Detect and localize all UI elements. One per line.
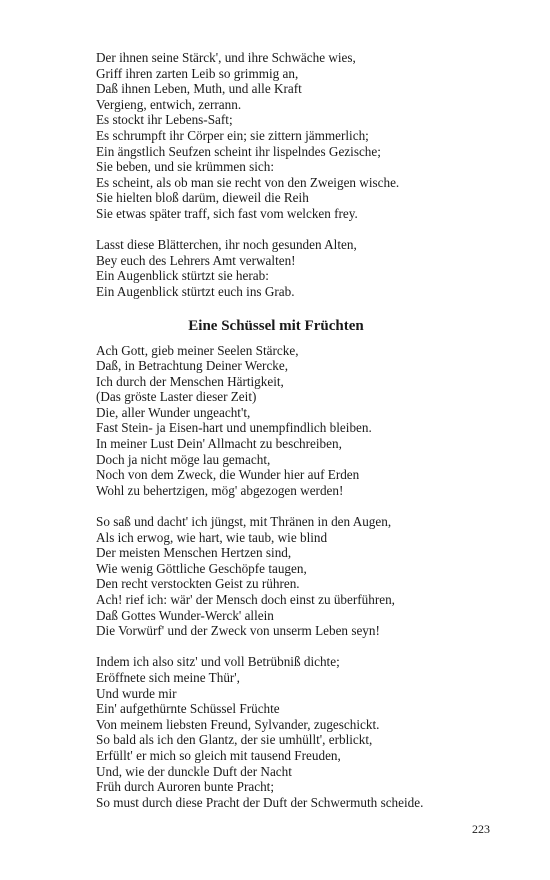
verse-line: Fast Stein- ja Eisen-hart und unempfindlich bleiben.: [96, 420, 372, 436]
verse-line: Von meinem liebsten Freund, Sylvander, zugeschickt.: [96, 716, 380, 732]
verse-line: Ach! rief ich: wär' der Mensch doch einst zu überführen,: [96, 592, 395, 607]
verse-line: Wie wenig Göttliche Geschöpfe taugen,: [96, 560, 307, 576]
poem-stanzas-top: [96, 50, 496, 300]
poem-title: Eine Schüssel mit Früchten: [188, 317, 364, 334]
page-number: 223: [472, 822, 490, 836]
verse-line: Erfüllt' er mich so gleich mit tausend Freuden,: [96, 747, 341, 763]
verse-line: Ein Augenblick stürtzt euch ins Grab.: [96, 283, 295, 299]
verse-line: Und wurde mir: [96, 685, 177, 701]
verse-line: So bald als ich den Glantz, der sie umhüllt', erblickt,: [96, 732, 373, 748]
verse-line: Sie etwas später traff, sich fast vom welcken frey.: [96, 205, 358, 221]
verse-line: Indem ich also sitz' und voll Betrübniß dichte;: [96, 654, 340, 670]
verse-line: Es schrumpft ihr Cörper ein; sie zittern jämmerlich;: [96, 127, 369, 143]
verse-line: So saß und dacht' ich jüngst, mit Thränen in den Augen,: [96, 514, 392, 530]
stanza: [96, 654, 496, 810]
verse-line: Ein Augenblick stürtzt sie herab:: [96, 268, 269, 284]
poem-text: [96, 50, 496, 810]
verse-line: Ich durch der Menschen Härtigkeit,: [96, 373, 284, 389]
verse-line: Lasst diese Blätterchen, ihr noch gesunden Alten,: [96, 237, 357, 253]
verse-line: Ein' aufgethürnte Schüssel Früchte: [96, 701, 280, 717]
verse-line: Noch von dem Zweck, die Wunder hier auf Erden: [96, 467, 360, 483]
verse-line: (Das gröste Laster dieser Zeit): [96, 389, 257, 405]
verse-line: Früh durch Auroren bunte Pracht;: [96, 779, 274, 795]
verse-line: Der meisten Menschen Hertzen sind,: [96, 545, 292, 561]
verse-line: Daß Gottes Wunder-Werck' allein: [96, 607, 274, 623]
stanza: [96, 514, 496, 639]
verse-line: Ein ängstlich Seufzen scheint ihr lispelndes Gezische;: [96, 143, 381, 159]
stanza: [96, 237, 496, 299]
verse-line: So must durch diese Pracht der Duft der Schwermuth scheide.: [96, 794, 424, 810]
poem-stanzas-bottom: [96, 343, 496, 811]
verse-line: In meiner Lust Dein' Allmacht zu beschreiben,: [96, 436, 342, 452]
verse-line: Sie beben, und sie krümmen sich:: [96, 159, 274, 175]
verse-line: Sie hielten bloß darüm, dieweil die Reih: [96, 190, 309, 206]
verse-line: Daß, in Betrachtung Deiner Wercke,: [96, 358, 289, 374]
verse-line: Die Vorwürf' und der Zweck von unserm Leben seyn!: [96, 623, 380, 639]
verse-line: Daß ihnen Leben, Muth, und alle Kraft: [96, 81, 302, 97]
verse-line: Eröffnete sich meine Thür',: [96, 669, 240, 685]
verse-line: Bey euch des Lehrers Amt verwalten!: [96, 252, 296, 268]
verse-line: Es scheint, als ob man sie recht von den Zweigen wische.: [96, 174, 400, 190]
verse-line: Ach Gott, gieb meiner Seelen Stärcke,: [96, 342, 299, 358]
verse-line: Den recht verstockten Geist zu rühren.: [96, 576, 300, 592]
verse-line: Als ich erwog, wie hart, wie taub, wie blind: [96, 529, 328, 545]
verse-line: Und, wie der dunckle Duft der Nacht: [96, 763, 292, 779]
verse-line: Vergieng, entwich, zerrann.: [96, 96, 242, 112]
verse-line: Es stockt ihr Lebens-Saft;: [96, 112, 233, 128]
verse-line: Der ihnen seine Stärck', und ihre Schwäche wies,: [96, 50, 356, 65]
verse-line: Griff ihren zarten Leib so grimmig an,: [96, 65, 299, 81]
verse-line: Die, aller Wunder ungeacht't,: [96, 404, 251, 420]
stanza: [96, 50, 496, 222]
stanza: [96, 343, 496, 499]
verse-line: Wohl zu behertzigen, mög' abgezogen werden!: [96, 482, 344, 498]
verse-line: Doch ja nicht möge lau gemacht,: [96, 451, 271, 467]
